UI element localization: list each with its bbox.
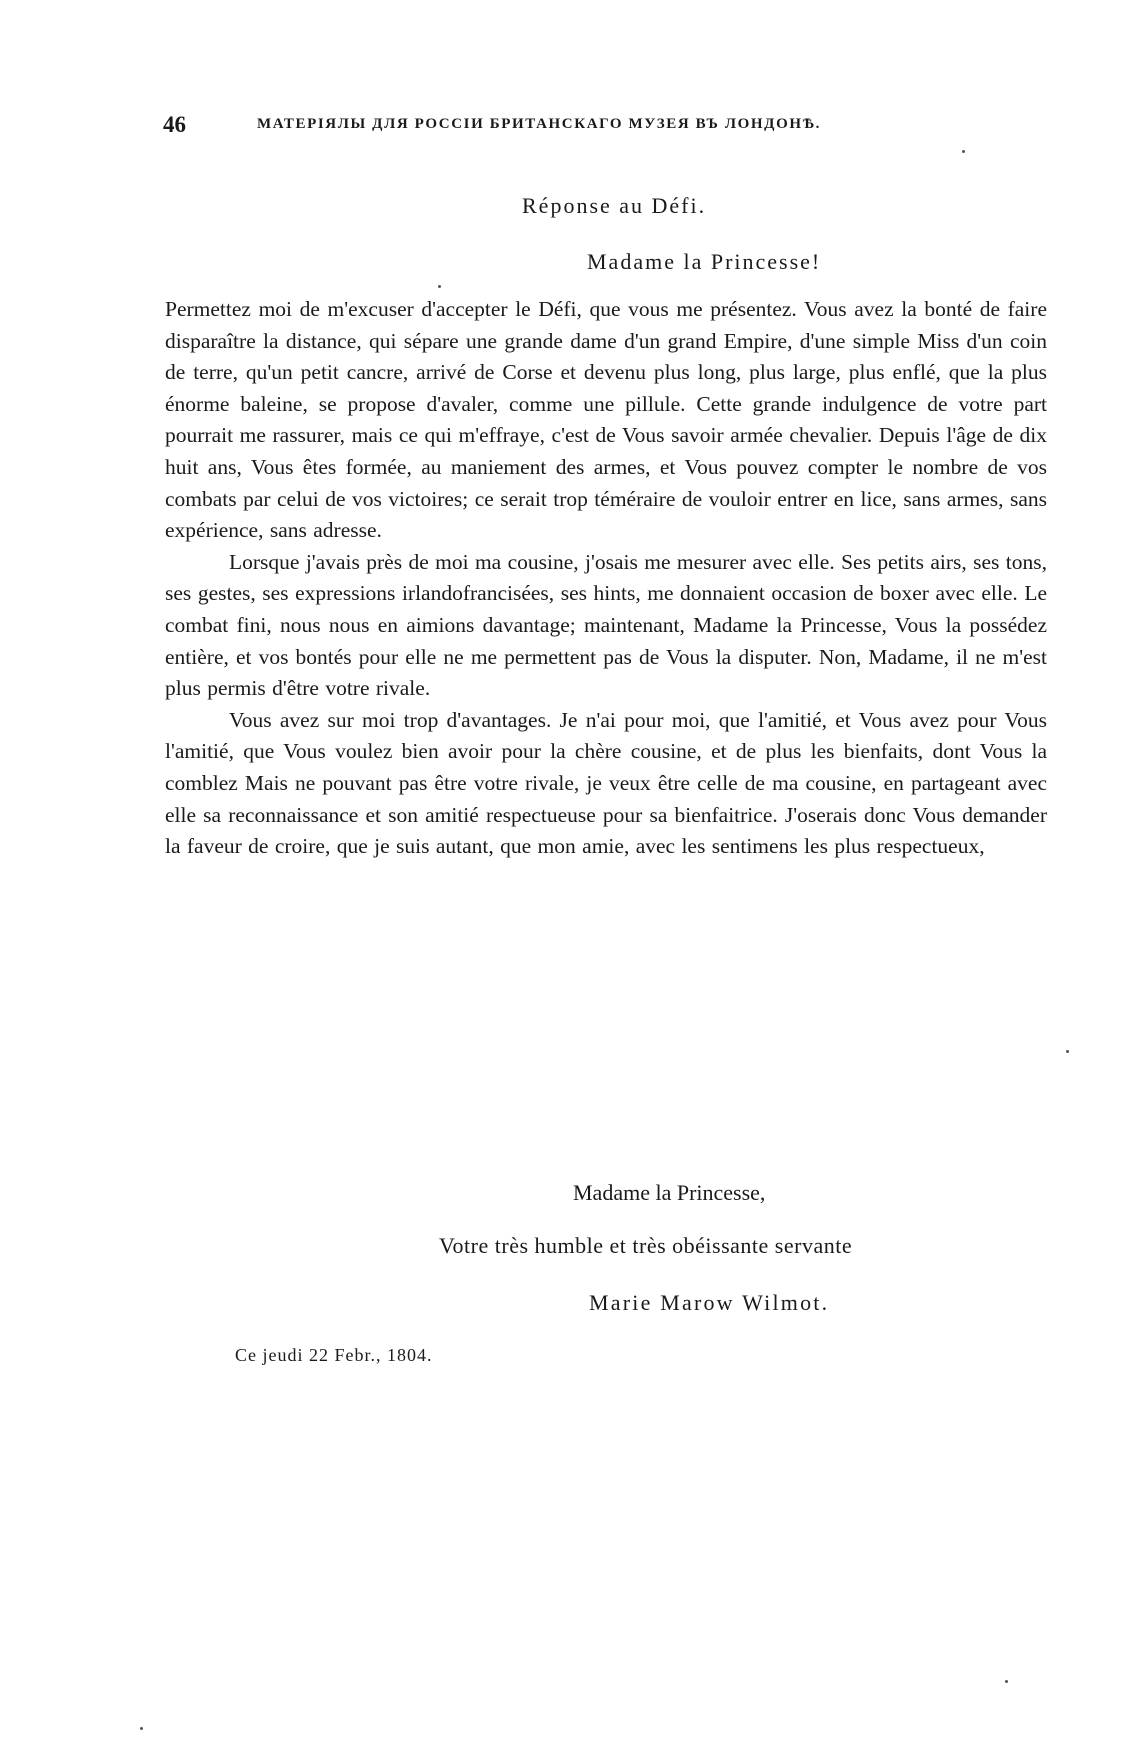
closing-address: Madame la Princesse,	[573, 1180, 766, 1205]
scan-speck	[962, 150, 965, 153]
scan-speck	[1066, 1050, 1069, 1053]
scan-speck	[438, 285, 441, 288]
scan-speck	[140, 1727, 143, 1730]
closing-formula: Votre très humble et très obéissante servante	[439, 1233, 853, 1258]
letter-date: Ce jeudi 22 Febr., 1804.	[235, 1345, 433, 1365]
paragraph-1: Permettez moi de m'excuser d'accepter le Défi, que vous me présentez. Vous avez la bonté de faire disparaître la distance, qui sépare une grande dame d'un grand Empire, d'une simple Miss d'un coin de terre, qu'un petit cancre, arrivé de Corse et devenu plus long, plus large, plus enflé, que la plus énorme baleine, se propose d'avaler, comme une pillule. Cette grande indulgence de votre part pourrait me rassurer, mais ce qui m'effraye, c'est de Vous savoir armée chevalier. Depuis l'âge de dix huit ans, Vous êtes formée, au maniement des armes, et Vous pouvez compter le nombre de vos combats par celui de vos victoires; ce serait trop téméraire de vouloir entrer en lice, sans armes, sans expérience, sans adresse.	[165, 297, 1047, 543]
paragraph-2: Lorsque j'avais près de moi ma cousine, j'osais me mesurer avec elle. Ses petits airs, ses tons, ses gestes, ses expressions irlandofrancisées, ses hints, me donnaient occasion de boxer avec elle. Le combat fini, nous nous en aimions davantage; maintenant, Madame la Princesse, Vous la possédez entière, et vos bontés pour elle ne me permettent pas de Vous la disputer. Non, Madame, il ne m'est plus permis d'être votre rivale.	[165, 549, 1047, 701]
running-title: МАТЕРІЯЛЫ ДЛЯ РОССІИ БРИТАНСКАГО МУЗЕЯ ВЪ ЛОНДОНѢ.	[257, 116, 822, 132]
letter-body	[165, 294, 1047, 863]
paragraph-3: Vous avez sur moi trop d'avantages. Je n'ai pour moi, que l'amitié, et Vous avez pour Vous l'amitié, que Vous voulez bien avoir pour la chère cousine, et de plus les bienfaits, dont Vous la comblez Mais ne pouvant pas être votre rivale, je veux être celle de ma cousine, en partageant avec elle sa reconnaissance et son amitié respectueuse pour sa bienfaitrice. J'oserais donc Vous demander la faveur de croire, que je suis autant, que mon amie, avec les sentimens les plus respectueux,	[165, 707, 1047, 859]
scan-speck	[1005, 1680, 1008, 1683]
letter-title: Réponse au Défi.	[522, 193, 707, 218]
letter-salutation: Madame la Princesse!	[587, 249, 822, 274]
page-number: 46	[163, 112, 186, 137]
signature: Marie Marow Wilmot.	[589, 1290, 830, 1315]
running-head	[163, 112, 943, 140]
